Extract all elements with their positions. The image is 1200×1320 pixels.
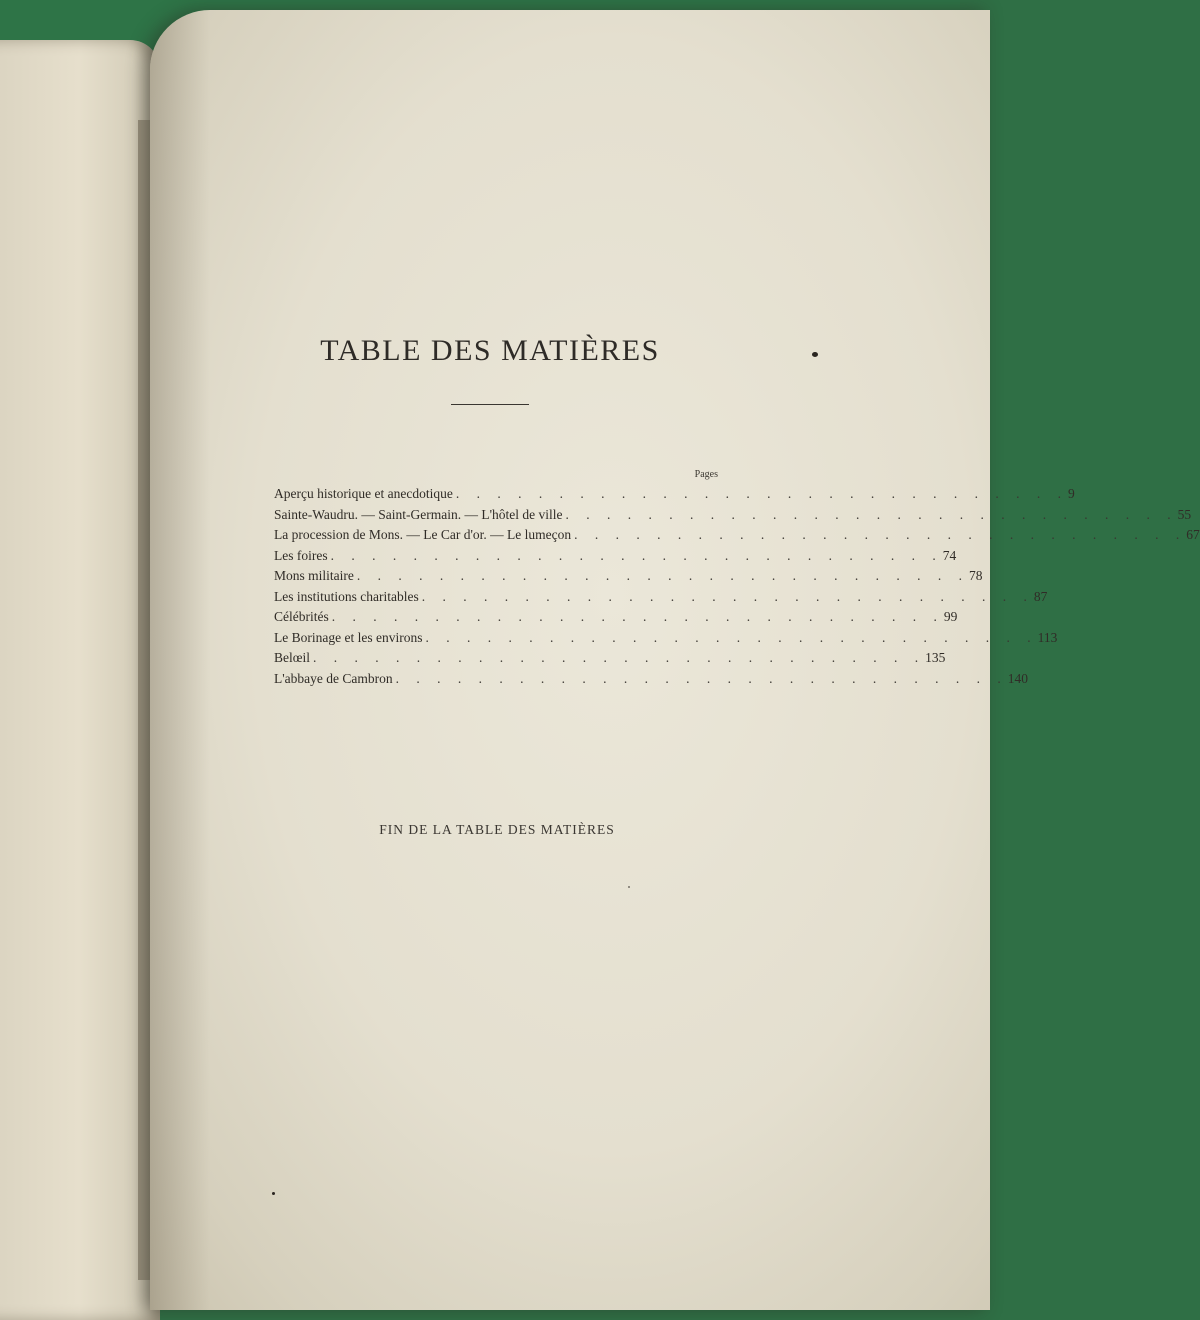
dot-leader: . . . . . . . . . . . . . . . . . . . . . . . . . . . . . .: [330, 547, 943, 563]
toc-entry-page: 9: [1067, 486, 1075, 501]
toc-entry-title: Les institutions charitables: [274, 588, 419, 604]
dot-leader: . . . . . . . . . . . . . . . . . . . . . . . . . . . . . .: [313, 650, 926, 665]
toc-entry: [274, 650, 946, 671]
toc-entry-page: 99: [943, 609, 958, 624]
toc-entry-page: 87: [1033, 588, 1048, 604]
ink-speck: [628, 886, 630, 888]
toc-entry-title: Mons militaire: [274, 568, 354, 583]
toc-entry-page: 113: [1037, 629, 1058, 645]
toc-entry-page: 74: [942, 547, 957, 563]
dot-leader: . . . . . . . . . . . . . . . . . . . . . . . . . . . . . .: [455, 486, 1068, 501]
toc-entry: [274, 670, 1029, 692]
toc-entry-page: 67: [1186, 527, 1200, 542]
toc-list: [274, 486, 1200, 691]
toc-entry: [274, 568, 983, 589]
toc-entry-title: Belœil: [274, 650, 310, 665]
dot-leader: . . . . . . . . . . . . . . . . . . . . . . . . . . . . . .: [356, 568, 969, 583]
toc-heading: TABLE DES MATIÈRES: [320, 334, 660, 367]
dot-leader: . . . . . . . . . . . . . . . . . . . . . . . . . . . . . .: [331, 609, 944, 624]
toc-entry-page: 135: [925, 650, 946, 665]
toc-entry: [274, 486, 1075, 507]
page-shadow: [150, 10, 210, 1310]
dot-leader: . . . . . . . . . . . . . . . . . . . . . . . . . . . . . .: [421, 588, 1034, 604]
ink-speck: [812, 352, 818, 357]
toc-entry: [274, 609, 958, 630]
pages-column-header: Pages: [694, 469, 718, 480]
left-page: [0, 40, 160, 1320]
toc-entry-title: L'abbaye de Cambron: [274, 670, 393, 686]
toc-entry-title: Célébrités: [274, 609, 329, 624]
toc-entry: [274, 547, 957, 569]
toc-entry: [274, 506, 1192, 528]
dot-leader: . . . . . . . . . . . . . . . . . . . . . . . . . . . . . .: [574, 527, 1187, 542]
toc-entry: [274, 588, 1048, 610]
toc-entry-title: Sainte-Waudru. — Saint-Germain. — L'hôtel de ville: [274, 506, 563, 522]
toc-entry-page: 140: [1007, 670, 1029, 686]
ink-speck: [272, 1192, 275, 1195]
toc-entry-page: 55: [1177, 506, 1192, 522]
end-of-toc-text: FIN DE LA TABLE DES MATIÈRES: [379, 822, 615, 837]
toc-entry: [274, 527, 1200, 548]
toc-entry-title: La procession de Mons. — Le Car d'or. — Le lumeçon: [274, 527, 572, 542]
toc-entry: [274, 629, 1058, 651]
toc-entry-title: Le Borinage et les environs: [274, 629, 423, 645]
dot-leader: . . . . . . . . . . . . . . . . . . . . . . . . . . . . . .: [425, 629, 1038, 645]
dot-leader: . . . . . . . . . . . . . . . . . . . . . . . . . . . . . .: [565, 506, 1178, 522]
toc-entry-title: Les foires: [274, 547, 328, 563]
toc-entry-page: 78: [969, 568, 983, 583]
toc-entry-title: Aperçu historique et anecdotique: [274, 486, 453, 501]
heading-rule: [451, 404, 529, 405]
dot-leader: . . . . . . . . . . . . . . . . . . . . . . . . . . . . . .: [395, 670, 1008, 686]
